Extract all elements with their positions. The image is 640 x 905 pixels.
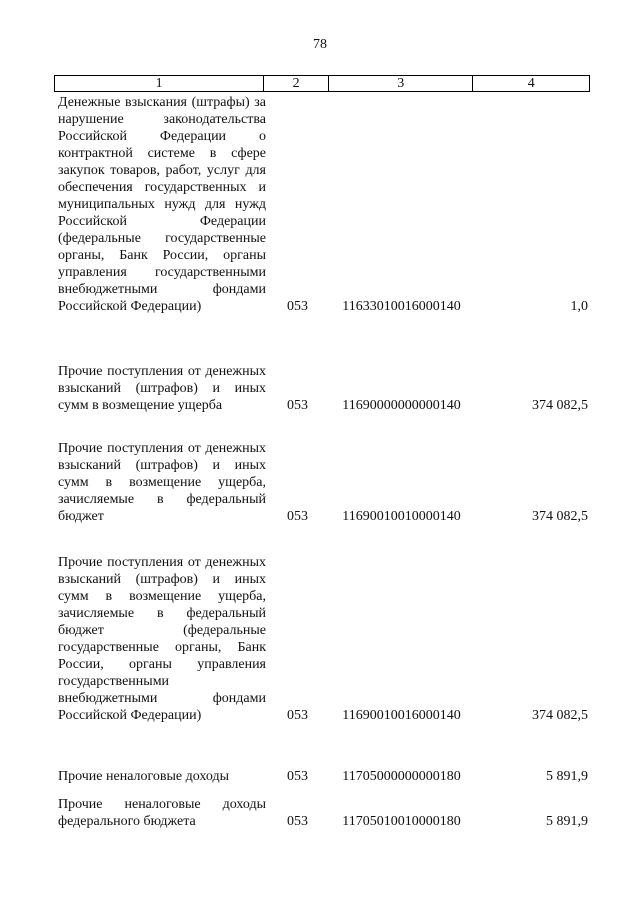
table-row xyxy=(54,768,590,785)
table-row xyxy=(54,796,590,830)
row-amount: 5 891,9 xyxy=(546,814,588,829)
row-budget-code: 11690010016000140 xyxy=(342,708,461,723)
row-admin-code: 053 xyxy=(287,509,308,524)
row-amount: 1,0 xyxy=(570,299,588,314)
header-col-2: 2 xyxy=(264,76,329,91)
row-budget-code: 11705010010000180 xyxy=(342,814,461,829)
row-name: Прочие поступления от денежных взысканий (штрафов) и иных сумм в возмещение ущерба xyxy=(58,364,266,413)
header-col-4: 4 xyxy=(527,76,535,91)
row-amount: 374 082,5 xyxy=(532,708,588,723)
header-col-1: 1 xyxy=(55,76,264,91)
row-admin-code: 053 xyxy=(287,769,308,784)
table-header xyxy=(54,75,590,92)
row-name: Денежные взыскания (штрафы) за нарушение законодательства Российской Федерации о контрактной системе в сфере закупок товаров, работ, услуг для обеспечения государственных и муниципальных нужд для нужд Российской Федерации (федеральные государственные органы, Банк России, органы управления государственными внебюджетными фондами Российской Федерации) xyxy=(58,95,266,314)
row-amount: 5 891,9 xyxy=(546,769,588,784)
row-amount: 374 082,5 xyxy=(532,509,588,524)
row-admin-code: 053 xyxy=(287,708,308,723)
row-name: Прочие поступления от денежных взысканий (штрафов) и иных сумм в возмещение ущерба, зачисляемые в федеральный бюджет xyxy=(58,441,266,524)
row-budget-code: 11633010016000140 xyxy=(342,299,461,314)
row-name: Прочие поступления от денежных взысканий (штрафов) и иных сумм в возмещение ущерба, зачисляемые в федеральный бюджет (федеральные государственные органы, Банк России, органы управления государственными внебюджетными фондами Российской Федерации) xyxy=(58,555,266,723)
header-col-3: 3 xyxy=(329,76,473,91)
row-admin-code: 053 xyxy=(287,814,308,829)
table-row xyxy=(54,94,590,315)
table-row xyxy=(54,554,590,724)
page-number: 78 xyxy=(313,37,327,52)
table-row xyxy=(54,363,590,414)
row-name: Прочие неналоговые доходы xyxy=(58,769,230,784)
row-name: Прочие неналоговые доходы федерального бюджета xyxy=(58,797,266,829)
row-budget-code: 11690000000000140 xyxy=(342,398,461,413)
row-admin-code: 053 xyxy=(287,398,308,413)
row-budget-code: 11705000000000180 xyxy=(342,769,461,784)
row-budget-code: 11690010010000140 xyxy=(342,509,461,524)
row-amount: 374 082,5 xyxy=(532,398,588,413)
row-admin-code: 053 xyxy=(287,299,308,314)
table-row xyxy=(54,440,590,525)
